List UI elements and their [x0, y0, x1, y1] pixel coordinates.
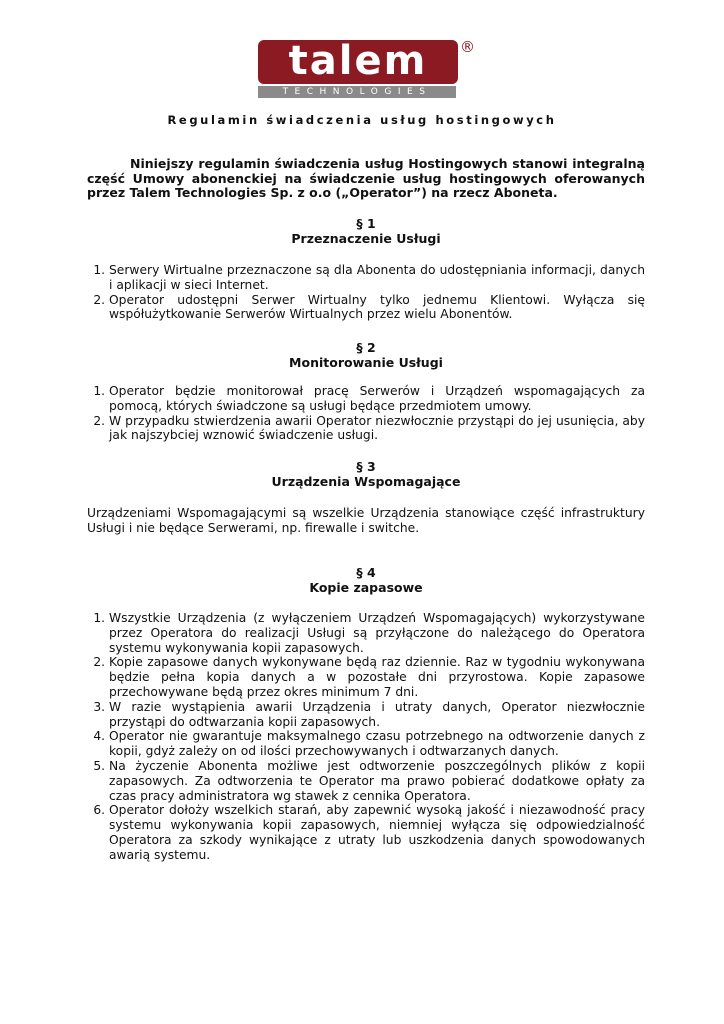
talem-logo	[258, 40, 474, 100]
section-2-list	[87, 384, 645, 443]
list-item: 2. W przypadku stwierdzenia awarii Operator niezwłocznie przystąpi do jej usunięcia, aby jak najszybciej wznowić świadczenie usługi.	[109, 414, 645, 444]
section-title: Kopie zapasowe	[309, 580, 423, 595]
section-number: § 2	[356, 340, 376, 355]
logo-wordmark: talem	[258, 40, 458, 84]
section-3-heading	[87, 459, 645, 489]
list-item: 2. Operator udostępni Serwer Wirtualny tylko jednemu Klientowi. Wyłącza się współużytkowanie Serwerów Wirtualnych przez wielu Abonentów.	[109, 293, 645, 323]
list-item: 1. Wszystkie Urządzenia (z wyłączeniem Urządzeń Wspomagających) wykorzystywane przez Operatora do realizacji Usługi są przyłączone do należącego do Operatora systemu wykonywania kopii zapasowych.	[109, 611, 645, 655]
section-3-paragraph: Urządzeniami Wspomagającymi są wszelkie Urządzenia stanowiące część infrastruktury Usługi i nie będące Serwerami, np. firewalle i switche.	[87, 506, 645, 535]
section-4-list	[87, 611, 645, 863]
list-item: 1. Operator będzie monitorował pracę Serwerów i Urządzeń wspomagających za pomocą, których świadczone są usługi będące przedmiotem umowy.	[109, 384, 645, 414]
intro-paragraph: Niniejszy regulamin świadczenia usług Hostingowych stanowi integralną część Umowy abonenckiej na świadczenie usług hostingowych oferowanych przez Talem Technologies Sp. z o.o („Operator”) na rzecz Aboneta.	[87, 156, 645, 200]
list-item: 6. Operator dołoży wszelkich starań, aby zapewnić wysoką jakość i niezawodność pracy systemu wykonywania kopii zapasowych, niemniej wyłącza się odpowiedzialność Operatora za szkody wynikające z utraty lub uszkodzenia danych spowodowanych awarią systemu.	[109, 803, 645, 862]
section-1-list	[87, 263, 645, 322]
list-item: 2. Kopie zapasowe danych wykonywane będą raz dziennie. Raz w tygodniu wykonywana będzie pełna kopia danych a w pozostałe dni przyrostowa. Kopie zapasowe przechowywane będą przez okres minimum 7 dni.	[109, 655, 645, 699]
list-item: 5. Na życzenie Abonenta możliwe jest odtworzenie poszczególnych plików z kopii zapasowych. Za odtworzenia te Operator ma prawo pobierać dodatkowe opłaty za czas pracy administratora wg stawek z cennika Operatora.	[109, 759, 645, 803]
document-title: Regulamin świadczenia usług hostingowych	[167, 113, 557, 127]
section-title: Urządzenia Wspomagające	[271, 474, 461, 489]
section-2-heading	[87, 340, 645, 370]
section-1-heading	[87, 216, 645, 246]
list-item: 1. Serwery Wirtualne przeznaczone są dla Abonenta do udostępniania informacji, danych i aplikacji w sieci Internet.	[109, 263, 645, 293]
section-number: § 3	[356, 459, 376, 474]
section-number: § 1	[356, 216, 376, 231]
section-number: § 4	[356, 565, 376, 580]
section-title: Przeznaczenie Usługi	[291, 231, 441, 246]
section-title: Monitorowanie Usługi	[289, 355, 443, 370]
list-item: 3. W razie wystąpienia awarii Urządzenia i utraty danych, Operator niezwłocznie przystąpi do odtwarzania kopii zapasowych.	[109, 700, 645, 730]
registered-mark: ®	[460, 38, 475, 56]
logo-subtitle: TECHNOLOGIES	[258, 86, 456, 98]
list-item: 4. Operator nie gwarantuje maksymalnego czasu potrzebnego na odtworzenie danych z kopii, gdyż zależy on od ilości przechowywanych i odtwarzanych danych.	[109, 729, 645, 759]
section-4-heading	[87, 565, 645, 595]
